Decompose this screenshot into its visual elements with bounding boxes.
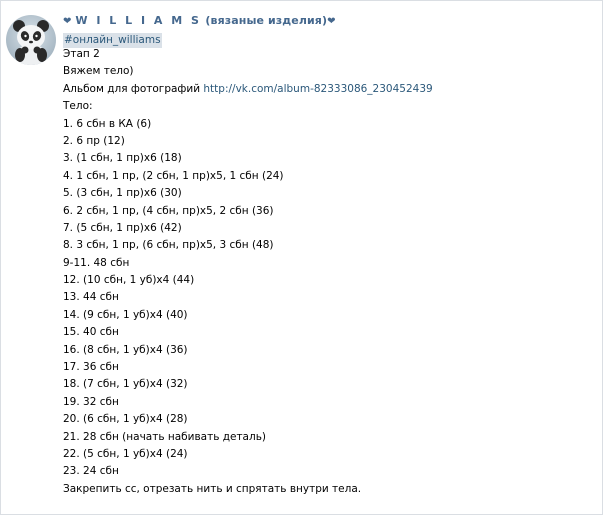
post-subtitle: Вяжем тело) <box>63 65 134 78</box>
post-footer: Закрепить сс, отрезать нить и спрятать внутри тела. <box>63 482 362 495</box>
post-author[interactable] <box>63 12 593 29</box>
post-stage: Этап 2 <box>63 48 100 60</box>
pattern-row: 2. 6 пр (12) <box>63 134 125 147</box>
pattern-row: 5. (3 сбн, 1 пр)х6 (30) <box>63 187 182 200</box>
pattern-row: 23. 24 сбн <box>63 465 119 478</box>
pattern-row: 4. 1 сбн, 1 пр, (2 сбн, 1 пр)х5, 1 сбн (24) <box>63 169 284 182</box>
album-link[interactable]: http://vk.com/album-82333086_230452439 <box>203 82 433 95</box>
album-label: Альбом для фотографий <box>63 82 201 95</box>
pattern-row: 14. (9 сбн, 1 уб)х4 (40) <box>63 308 188 321</box>
pattern-row: 22. (5 сбн, 1 уб)х4 (24) <box>63 447 188 460</box>
pattern-row: 1. 6 сбн в КА (6) <box>63 117 152 130</box>
pattern-row: 21. 28 сбн (начать набивать деталь) <box>63 430 266 443</box>
pattern-row: 17. 36 сбн <box>63 361 119 374</box>
pattern-row: 6. 2 сбн, 1 пр, (4 сбн, пр)х5, 2 сбн (36) <box>63 204 274 217</box>
post-content <box>63 12 593 498</box>
pattern-row: 16. (8 сбн, 1 уб)х4 (36) <box>63 343 188 356</box>
body-title: Тело: <box>63 100 93 113</box>
pattern-row: 19. 32 сбн <box>63 395 119 408</box>
pattern-row: 18. (7 сбн, 1 уб)х4 (32) <box>63 378 188 391</box>
pattern-row: 20. (6 сбн, 1 уб)х4 (28) <box>63 413 188 426</box>
pattern-row: 15. 40 сбн <box>63 326 119 339</box>
pattern-row: 3. (1 сбн, 1 пр)х6 (18) <box>63 152 182 165</box>
pattern-row: 12. (10 сбн, 1 уб)х4 (44) <box>63 274 195 287</box>
hashtag-link[interactable]: #онлайн_williams <box>64 34 161 46</box>
heart-icon: ❤ <box>327 16 336 27</box>
author-name[interactable]: W I L L I A M S <box>75 14 202 27</box>
heart-icon: ❤ <box>63 16 72 27</box>
author-avatar[interactable] <box>6 15 56 65</box>
album-line <box>63 81 593 98</box>
panda-toy-icon <box>6 15 56 65</box>
pattern-row: 9-11. 48 сбн <box>63 256 130 269</box>
pattern-row: 8. 3 сбн, 1 пр, (6 сбн, пр)х5, 3 сбн (48) <box>63 239 274 252</box>
hashtag-row <box>63 29 593 46</box>
pattern-row: 13. 44 сбн <box>63 291 119 304</box>
pattern-row: 7. (5 сбн, 1 пр)х6 (42) <box>63 221 182 234</box>
author-suffix[interactable]: (вязаные изделия) <box>205 14 328 27</box>
